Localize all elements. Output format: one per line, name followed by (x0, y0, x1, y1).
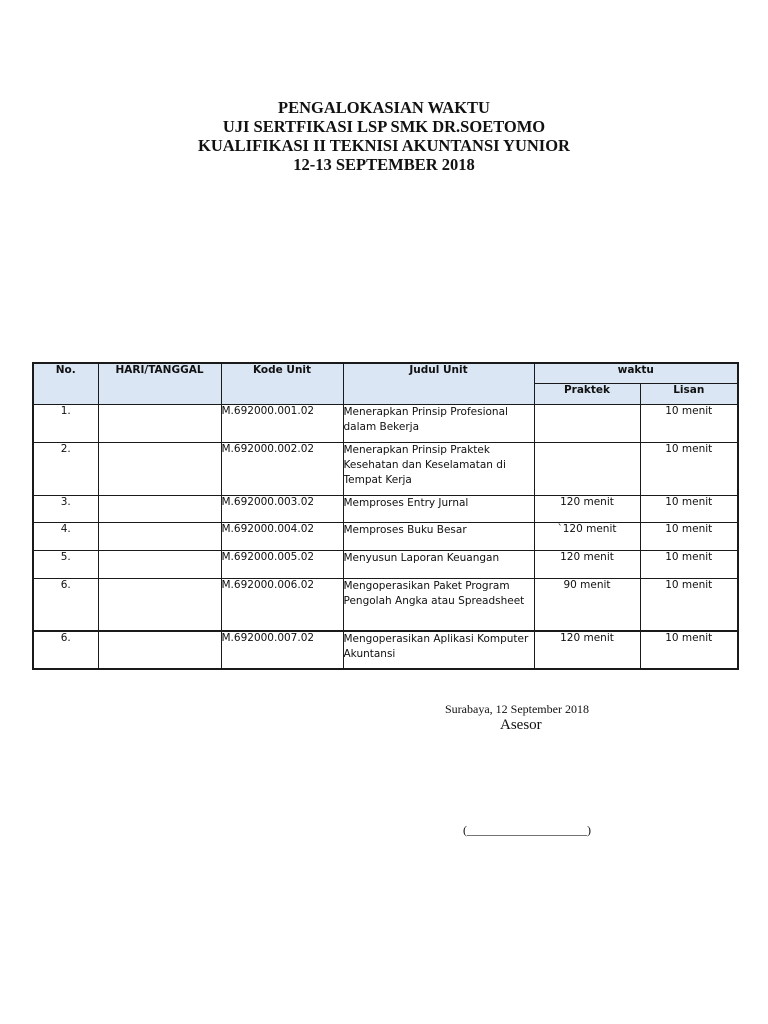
title-line-2: UJI SERTFIKASI LSP SMK DR.SOETOMO (222, 117, 546, 136)
cell-no: 3. (33, 495, 98, 522)
cell-lisan: 10 menit (640, 631, 738, 669)
cell-hari (98, 442, 221, 495)
table-row (33, 550, 738, 578)
cell-kode: M.692000.004.02 (221, 522, 343, 550)
place-date: Surabaya, 12 September 2018 (445, 702, 589, 716)
header-waktu: waktu (534, 363, 738, 383)
signature-line: (____________________) (463, 823, 591, 837)
cell-lisan: 10 menit (640, 442, 738, 495)
header-praktek: Praktek (534, 383, 640, 404)
cell-kode: M.692000.005.02 (221, 550, 343, 578)
assessor-role: Asesor (500, 717, 542, 733)
cell-hari (98, 550, 221, 578)
title-line-3: KUALIFIKASI II TEKNISI AKUNTANSI YUNIOR (198, 136, 570, 155)
table-row (33, 495, 738, 522)
table-row (33, 404, 738, 442)
cell-lisan: 10 menit (640, 522, 738, 550)
cell-lisan: 10 menit (640, 578, 738, 631)
cell-praktek: 120 menit (534, 495, 640, 522)
cell-praktek: `120 menit (534, 522, 640, 550)
cell-no: 6. (33, 631, 98, 669)
cell-kode: M.692000.001.02 (221, 404, 343, 442)
cell-no: 4. (33, 522, 98, 550)
cell-judul: Menerapkan Prinsip Praktek Kesehatan dan Keselamatan di Tempat Kerja (343, 442, 534, 495)
table-row (33, 442, 738, 495)
header-no: No. (33, 363, 98, 404)
header-lisan: Lisan (640, 383, 738, 404)
header-hari-tanggal: HARI/TANGGAL (98, 363, 221, 404)
document-title (0, 98, 768, 174)
table-row (33, 578, 738, 631)
cell-judul: Mengoperasikan Paket Program Pengolah Angka atau Spreadsheet (343, 578, 534, 631)
table-row (33, 631, 738, 669)
cell-no: 2. (33, 442, 98, 495)
cell-praktek (534, 404, 640, 442)
cell-hari (98, 404, 221, 442)
cell-hari (98, 578, 221, 631)
table-row (33, 522, 738, 550)
cell-judul: Menerapkan Prinsip Profesional dalam Bekerja (343, 404, 534, 442)
cell-judul: Menyusun Laporan Keuangan (343, 550, 534, 578)
cell-hari (98, 522, 221, 550)
header-kode-unit: Kode Unit (221, 363, 343, 404)
cell-no: 1. (33, 404, 98, 442)
cell-judul: Memproses Entry Jurnal (343, 495, 534, 522)
cell-kode: M.692000.003.02 (221, 495, 343, 522)
title-line-1: PENGALOKASIAN WAKTU (278, 98, 490, 117)
cell-kode: M.692000.006.02 (221, 578, 343, 631)
cell-praktek (534, 442, 640, 495)
cell-hari (98, 495, 221, 522)
cell-praktek: 90 menit (534, 578, 640, 631)
allocation-table (32, 362, 739, 670)
cell-lisan: 10 menit (640, 550, 738, 578)
cell-kode: M.692000.007.02 (221, 631, 343, 669)
cell-judul: Mengoperasikan Aplikasi Komputer Akuntansi (343, 631, 534, 669)
cell-kode: M.692000.002.02 (221, 442, 343, 495)
cell-no: 6. (33, 578, 98, 631)
cell-lisan: 10 menit (640, 495, 738, 522)
cell-lisan: 10 menit (640, 404, 738, 442)
header-judul-unit: Judul Unit (343, 363, 534, 404)
cell-praktek: 120 menit (534, 631, 640, 669)
cell-no: 5. (33, 550, 98, 578)
title-line-4: 12-13 SEPTEMBER 2018 (293, 155, 475, 174)
cell-praktek: 120 menit (534, 550, 640, 578)
cell-hari (98, 631, 221, 669)
cell-judul: Memproses Buku Besar (343, 522, 534, 550)
